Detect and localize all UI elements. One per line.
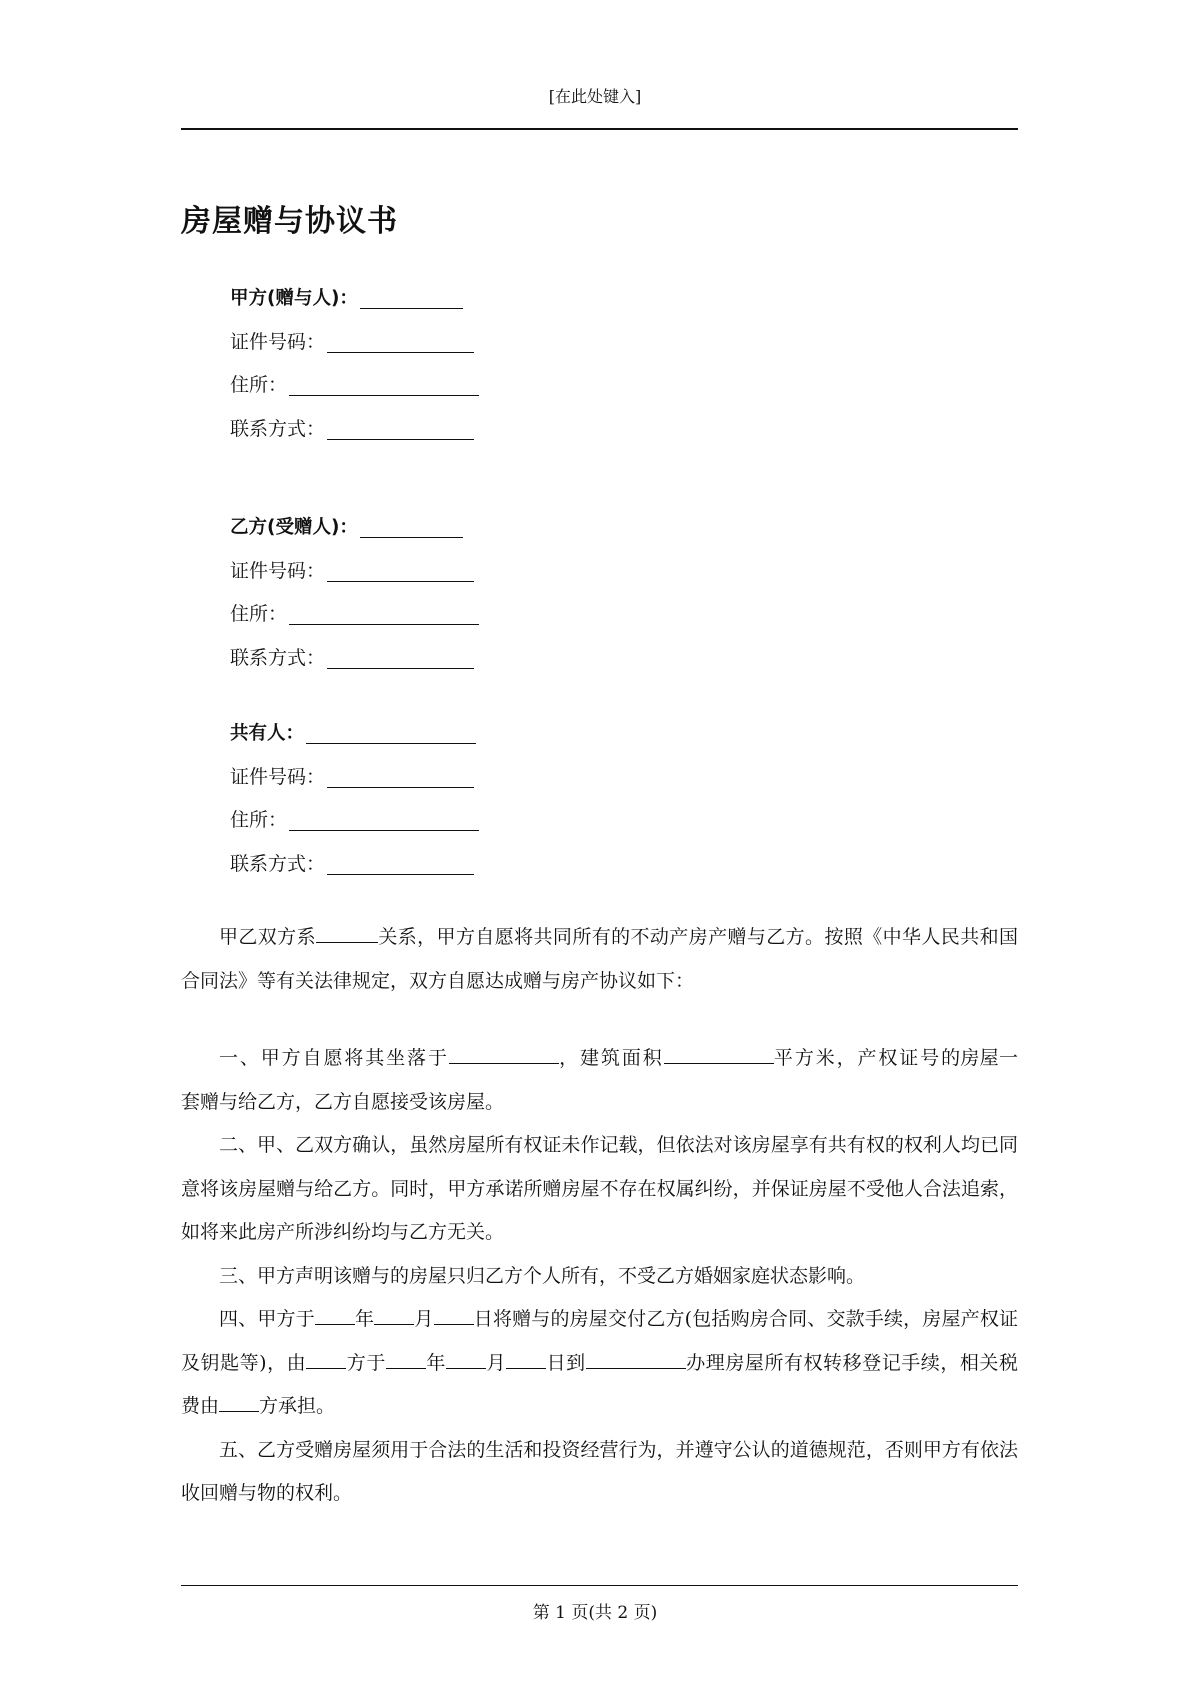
clause-1-part-a: 一、甲方自愿将其坐落于	[219, 1047, 449, 1069]
co-owner-id-blank[interactable]	[327, 767, 474, 788]
party-b-id-label: 证件号码：	[230, 559, 326, 582]
clause-4	[181, 1298, 1018, 1429]
party-b-contact-blank[interactable]	[327, 648, 474, 669]
registrant-party-blank[interactable]	[306, 1350, 346, 1369]
co-owner-address-label: 住所：	[230, 809, 288, 831]
party-a-name-blank[interactable]	[360, 288, 463, 309]
clause-2: 二、甲、乙双方确认，虽然房屋所有权证未作记载，但依法对该房屋享有共有权的权利人均已同意将该房屋赠与给乙方。同时，甲方承诺所赠房屋不存在权属纠纷，并保证房屋不受他人合法追索，如将来此房产所涉纠纷均与乙方无关。	[181, 1134, 1018, 1243]
party-b-address-row	[230, 593, 530, 637]
party-a-contact-blank[interactable]	[327, 419, 474, 440]
clause-4-part-a: 四、甲方于	[219, 1308, 315, 1330]
header-divider	[181, 128, 1018, 130]
party-b-contact-label: 联系方式：	[230, 646, 326, 669]
party-b-heading-row	[230, 506, 530, 550]
clause-5: 五、乙方受赠房屋须用于合法的生活和投资经营行为，并遵守公认的道德规范，否则甲方有依法收回赠与物的权利。	[181, 1438, 1018, 1504]
party-a-contact-row	[230, 408, 530, 452]
party-b-address-blank[interactable]	[289, 604, 479, 625]
party-b-name-blank[interactable]	[360, 517, 463, 538]
clause-1-part-b: ，建筑面积	[558, 1047, 664, 1069]
party-a-address-blank[interactable]	[289, 375, 479, 396]
page-header: [在此处键入]	[548, 87, 642, 106]
co-owner-id-row	[230, 756, 530, 800]
co-owner-address-blank[interactable]	[289, 810, 479, 831]
co-owner-heading: 共有人：	[230, 723, 305, 744]
handover-month-blank[interactable]	[374, 1306, 414, 1325]
co-owner-contact-row	[230, 843, 530, 887]
intro-text-part1: 甲乙双方系	[219, 926, 316, 948]
clause-1-part-c: 平方米，产权证号	[773, 1047, 942, 1069]
clause-1	[181, 1037, 1018, 1124]
clause-4-part-c: 方于	[346, 1351, 386, 1374]
clause-1-part-d: 的房屋一套赠与给乙方，乙方自愿接受该房屋。	[181, 1047, 1018, 1113]
party-a-id-blank[interactable]	[327, 332, 474, 353]
clause-4-month-label-2: 月	[485, 1351, 507, 1374]
registration-office-blank[interactable]	[586, 1350, 686, 1369]
party-a-id-label: 证件号码：	[230, 330, 326, 353]
party-a-block	[230, 277, 530, 451]
clause-4-month-label: 月	[414, 1308, 434, 1330]
party-a-address-label: 住所：	[230, 374, 288, 396]
party-b-contact-row	[230, 637, 530, 681]
intro-text	[181, 916, 1018, 1003]
party-b-id-blank[interactable]	[327, 561, 474, 582]
clause-4-part-b: 日将赠与的房屋交付乙方(包括购房合同、交款手续，房屋产权证及钥匙等)，由	[181, 1308, 1018, 1374]
relationship-blank[interactable]	[316, 924, 378, 943]
clause-4-year-label: 年	[354, 1308, 375, 1330]
party-b-id-row	[230, 550, 530, 594]
location-blank[interactable]	[449, 1045, 559, 1064]
handover-day-blank[interactable]	[434, 1306, 474, 1325]
registration-day-blank[interactable]	[506, 1350, 546, 1369]
co-owner-address-row	[230, 799, 530, 843]
party-b-address-label: 住所：	[230, 603, 288, 625]
document-title: 房屋赠与协议书	[181, 204, 398, 239]
intro-paragraph	[181, 916, 1018, 1003]
area-blank[interactable]	[664, 1045, 774, 1064]
co-owner-contact-blank[interactable]	[327, 854, 474, 875]
intro-text-part2: 关系，甲方自愿将共同所有的不动产房产赠与乙方。按照《中华人民共和国合同法》等有关法律规定，双方自愿达成赠与房产协议如下：	[181, 926, 1018, 992]
co-owner-block	[230, 712, 530, 886]
clause-4-year-label-2: 年	[425, 1351, 446, 1374]
co-owner-id-label: 证件号码：	[230, 765, 326, 788]
clause-4-part-f: 方承担。	[259, 1395, 336, 1417]
clause-3: 三、甲方声明该赠与的房屋只归乙方个人所有，不受乙方婚姻家庭状态影响。	[219, 1264, 866, 1287]
footer-divider	[181, 1585, 1018, 1586]
co-owner-name-blank[interactable]	[306, 723, 476, 744]
party-a-contact-label: 联系方式：	[230, 417, 326, 440]
co-owner-contact-label: 联系方式：	[230, 852, 326, 875]
clause-4-part-d: 日到	[546, 1351, 586, 1374]
party-a-address-row	[230, 364, 530, 408]
party-a-heading: 甲方(赠与人)：	[230, 288, 358, 309]
co-owner-heading-row	[230, 712, 530, 756]
clause-4-part-e: 办理房屋所有权转移登记手续，相关税费由	[181, 1351, 1018, 1417]
clauses-section	[181, 1037, 1018, 1516]
tax-payer-blank[interactable]	[219, 1393, 259, 1412]
page-number: 第 1 页(共 2 页)	[532, 1603, 658, 1623]
registration-year-blank[interactable]	[386, 1350, 426, 1369]
party-b-block	[230, 506, 530, 680]
registration-month-blank[interactable]	[446, 1350, 486, 1369]
party-a-id-row	[230, 321, 530, 365]
party-b-heading: 乙方(受赠人)：	[230, 517, 358, 538]
party-a-heading-row	[230, 277, 530, 321]
handover-year-blank[interactable]	[315, 1306, 355, 1325]
